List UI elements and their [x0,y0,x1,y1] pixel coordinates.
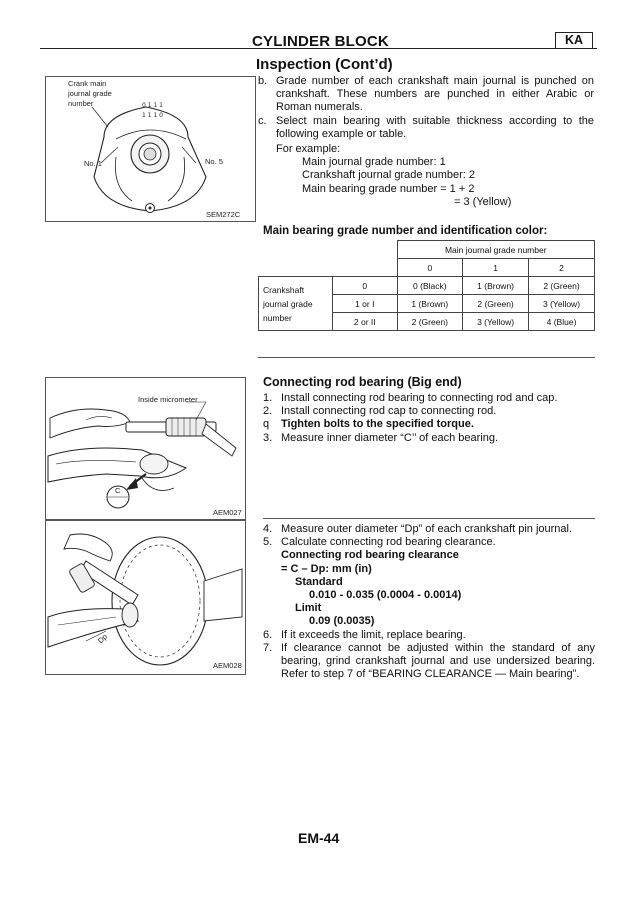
row-header [259,277,333,331]
limit-label: Limit [295,602,322,615]
step-text: Measure outer diameter “Dp” of each crankshaft pin journal. [281,523,573,535]
step-c [258,115,594,141]
engine-code-tag: KA [555,32,593,49]
table-cell: 3 (Yellow) [529,295,595,313]
table-corner [333,241,398,259]
example-line: Crankshaft journal grade number: 2 [302,169,476,182]
col-header: 1 [463,259,529,277]
step-text: Measure inner diameter “C’’ of each bearing. [281,431,499,444]
example-result: = 3 (Yellow) [454,195,512,208]
header-rule [40,48,597,49]
step-marker: c. [258,114,267,127]
svg-text:0 1 1 1: 0 1 1 1 [142,102,163,109]
conrod-title: Connecting rod bearing (Big end) [263,375,462,389]
table-cell: 3 (Yellow) [463,313,529,331]
row-grade: 0 [333,277,398,295]
step-text: Grade number of each crankshaft main journal is punched on crankshaft. These numbers are punched in either Arabic or Roman numerals. [276,75,594,114]
step-text: Tighten bolts to the specified torque. [281,418,474,431]
step-6 [263,629,595,642]
figure-code: AEM028 [213,661,242,670]
table-cell: 2 (Green) [463,295,529,313]
step-marker: 3. [263,431,273,444]
step-marker: 1. [263,392,273,404]
step-marker: 4. [263,523,273,535]
step-4 [263,523,595,536]
bearing-grade-table [258,240,595,331]
step-text: If clearance cannot be adjusted within the standard of any bearing, grind crankshaft journal and use undersized bearing. Refer to step 7 of “BEARING CLEARANCE — Main bearing”. [281,641,595,681]
clearance-title: Connecting rod bearing clearance [281,549,459,562]
pin-journal-illustration [46,521,245,674]
label-crank-main-line2: journal grade [68,89,112,98]
label-no1: No. 1 [84,159,102,168]
inspection-steps [258,75,594,209]
row-header-line: number [263,312,292,323]
example-line: Main bearing grade number = 1 + 2 [302,182,475,195]
figure-journal-grade [45,76,256,222]
step-text: Calculate connecting rod bearing clearance. [281,536,496,549]
table-cell: 4 (Blue) [529,313,595,331]
step-marker: 5. [263,536,273,549]
table-cell: 0 (Black) [397,277,463,295]
step-5 [263,536,595,549]
clearance-formula: = C – Dp: mm (in) [281,562,372,575]
figure-pin-journal-measure [45,520,246,675]
table-corner [333,259,398,277]
page-number: EM-44 [298,830,340,846]
row-header-line: journal grade [263,298,313,309]
standard-value: 0.010 - 0.035 (0.0004 - 0.0014) [309,589,462,602]
section-title: Inspection (Cont’d) [256,56,393,73]
figure-code: AEM027 [213,508,242,517]
step-marker: b. [258,75,268,87]
table-cell: 2 (Green) [397,313,463,331]
row-grade: 1 or I [333,295,398,313]
table-top-header: Main journal grade number [397,241,595,259]
row-header-line: Crankshaft [263,284,305,295]
step-b [258,75,594,115]
step-marker: 6. [263,628,273,641]
table-corner [259,259,333,277]
figure-code: SEM272C [206,210,241,219]
label-crank-main-line3: number [68,99,94,108]
row-grade: 2 or II [333,313,398,331]
page-header-title: CYLINDER BLOCK [252,33,389,50]
step-text: Select main bearing with suitable thickness according to the following example or table. [276,114,594,140]
section-divider [258,357,595,358]
step-2 [263,405,595,418]
table-corner [259,241,333,259]
standard-label: Standard [295,575,343,588]
label-c: C [115,486,121,495]
table-cell: 2 (Green) [529,277,595,295]
figure-inside-micrometer [45,377,246,520]
step-text: Install connecting rod bearing to connecting rod and cap. [281,392,558,404]
table-title: Main bearing grade number and identification color: [263,225,548,237]
label-inside-micrometer: Inside micrometer [138,395,198,404]
step-1 [263,392,595,405]
example-heading: For example: [276,143,341,156]
example-line: Main journal grade number: 1 [302,156,446,169]
step-text: Install connecting rod cap to connecting rod. [281,405,497,418]
step-7 [263,642,595,682]
col-header: 2 [529,259,595,277]
label-dp: Dp [95,632,110,646]
step-marker: 7. [263,641,273,654]
conrod-steps-a [263,392,595,445]
table-cell: 1 (Brown) [397,295,463,313]
table-cell: 1 (Brown) [463,277,529,295]
label-crank-main-line1: Crank main [68,79,107,88]
step-3 [263,432,595,445]
svg-text:1 1 1 0: 1 1 1 0 [142,112,163,119]
step-text: If it exceeds the limit, replace bearing. [281,628,466,641]
limit-value: 0.09 (0.0035) [309,615,375,628]
conrod-steps-b [263,523,595,681]
section-divider [263,518,595,519]
label-no5: No. 5 [205,157,223,166]
col-header: 0 [397,259,463,277]
step-marker: 2. [263,405,273,418]
step-marker: q [263,418,270,431]
step-torque [263,418,595,431]
